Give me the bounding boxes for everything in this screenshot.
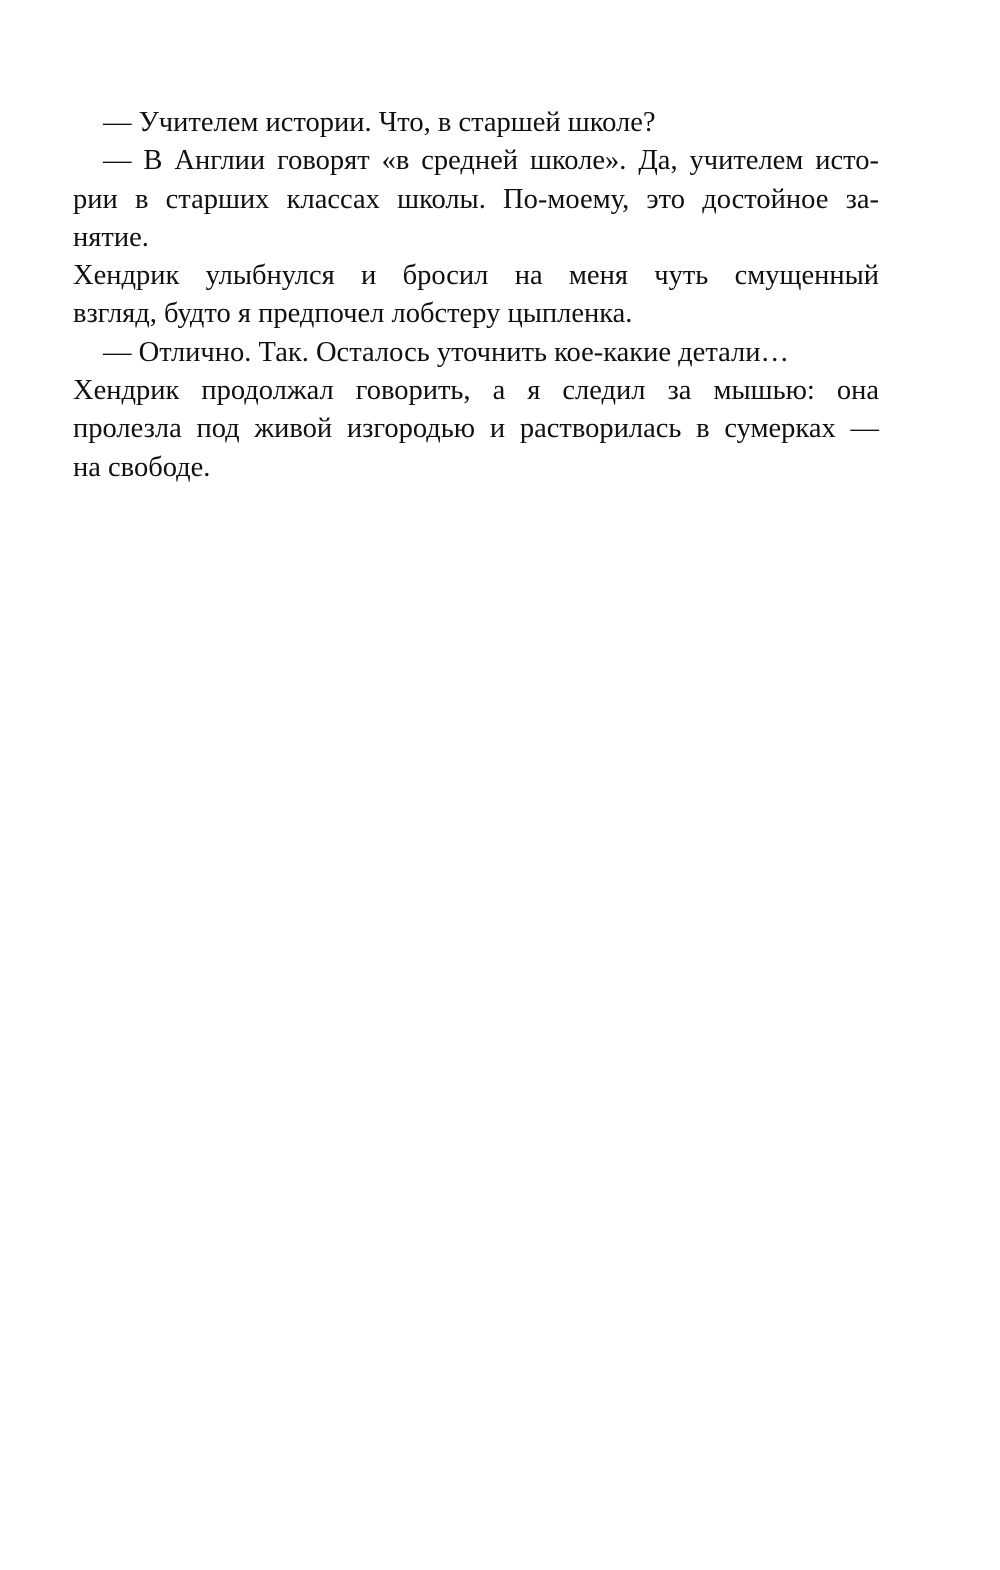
- page-text: [73, 104, 879, 487]
- text-line: — Учителем истории. Что, в старшей школе?: [103, 107, 656, 138]
- text-line: нятие.: [73, 221, 149, 253]
- text-line: на свободе.: [73, 451, 211, 483]
- text-line: взгляд, будто я предпочел лобстеру цыпленка.: [73, 298, 633, 330]
- text-line: Хендрик продолжал говорить, а я следил за мышью: она: [73, 375, 879, 407]
- text-line: — В Англии говорят «в средней школе». Да, учителем исто-: [103, 145, 879, 177]
- text-line: пролезла под живой изгородью и растворилась в сумерках —: [73, 413, 879, 445]
- text-line: — Отлично. Так. Осталось уточнить кое-какие детали…: [103, 336, 790, 368]
- text-line: Хендрик улыбнулся и бросил на меня чуть смущенный: [73, 260, 879, 292]
- text-line: рии в старших классах школы. По-моему, это достойное за-: [73, 183, 879, 215]
